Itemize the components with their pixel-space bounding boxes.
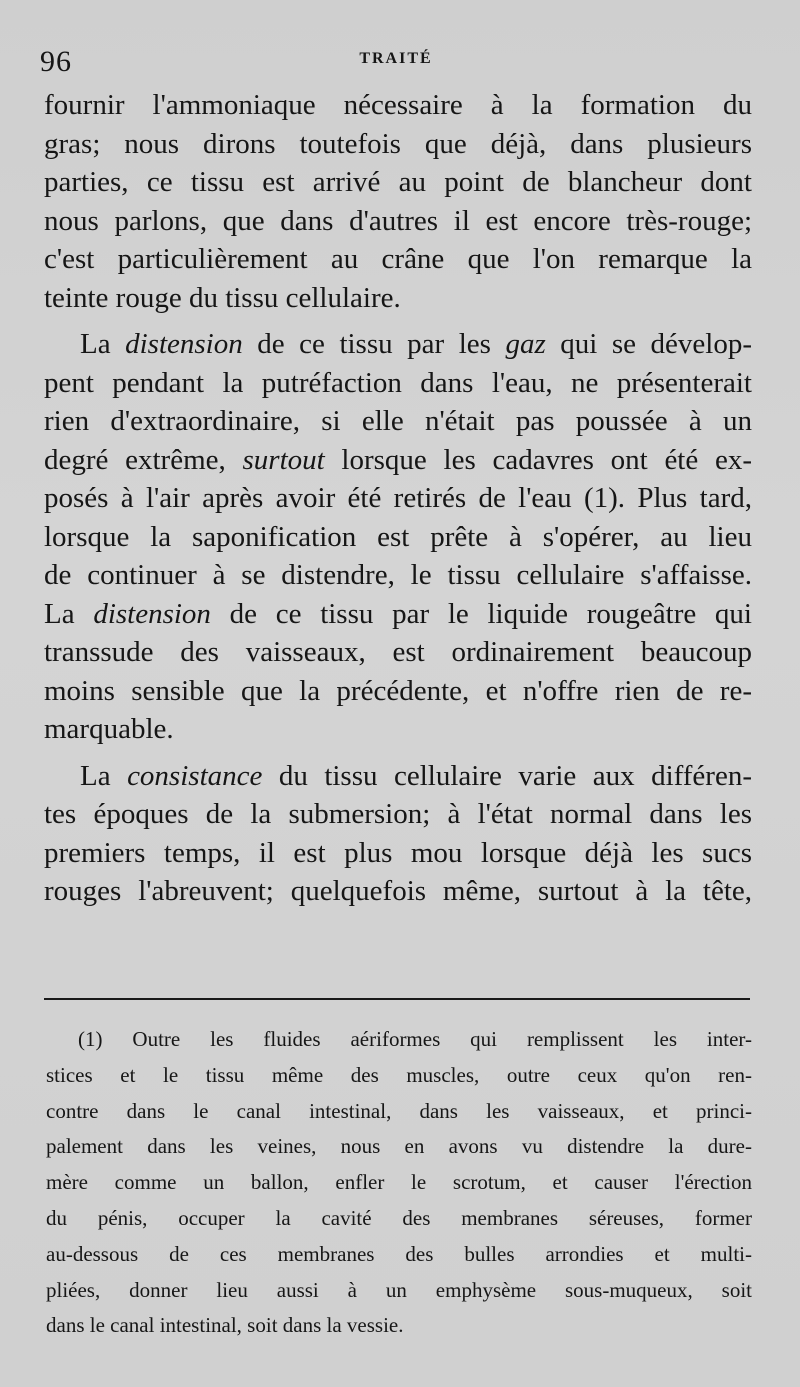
text-line <box>44 325 752 364</box>
footnote-line: au-dessous de ces membranes des bulles arrondies et multi- <box>46 1241 752 1266</box>
italic-term: consistance <box>127 759 263 792</box>
text-line <box>44 441 752 480</box>
page-header <box>40 44 752 84</box>
text-line: fournir l'ammoniaque nécessaire à la formation du <box>44 89 752 121</box>
text-line: parties, ce tissu est arrivé au point de blancheur dont <box>44 166 752 198</box>
text-segment: de ce tissu par le liquide rougeâtre qui <box>210 597 752 630</box>
text-line: gras; nous dirons toutefois que déjà, dans plusieurs <box>44 127 752 160</box>
text-line: posés à l'air après avoir été retirés de l'eau (1). Plus tard, <box>44 482 752 514</box>
main-text <box>44 86 752 911</box>
footnote-line: palement dans les veines, nous en avons vu distendre la dure- <box>46 1134 752 1159</box>
text-segment: de ce tissu par les <box>242 328 506 360</box>
text-segment: degré extrême, <box>44 443 243 476</box>
paragraph-2 <box>44 325 752 749</box>
text-line: teinte rouge du tissu cellulaire. <box>44 281 401 314</box>
text-segment: La <box>80 328 126 360</box>
footnote-line: du pénis, occuper la cavité des membranes séreuses, former <box>46 1205 752 1230</box>
italic-term: surtout <box>242 443 325 476</box>
footnote-line: dans le canal intestinal, soit dans la vessie. <box>46 1313 404 1338</box>
text-segment: qui se dévelop- <box>545 328 753 360</box>
text-line: premiers temps, il est plus mou lorsque déjà les sucs <box>44 836 752 869</box>
italic-term: distension <box>93 597 211 630</box>
text-line: lorsque la saponification est prête à s'opérer, au lieu <box>44 520 752 553</box>
text-line: de continuer à se distendre, le tissu cellulaire s'affaisse. <box>44 559 752 591</box>
paragraph-3 <box>44 757 752 911</box>
footnote-divider <box>44 998 750 1000</box>
footnote <box>46 1022 752 1344</box>
footnote-line: mère comme un ballon, enfler le scrotum, et causer l'érection <box>46 1170 752 1195</box>
text-line: transsude des vaisseaux, est ordinairement beaucoup <box>44 636 752 668</box>
footnote-line: stices et le tissu même des muscles, outre ceux qu'on ren- <box>46 1062 752 1087</box>
text-line: moins sensible que la précédente, et n'offre rien de re- <box>44 674 752 707</box>
text-segment: du tissu cellulaire varie aux différen- <box>262 759 752 792</box>
text-line: nous parlons, que dans d'autres il est encore très-rouge; <box>44 204 752 237</box>
paragraph-1 <box>44 86 752 317</box>
text-line: marquable. <box>44 713 174 745</box>
text-line: pent pendant la putréfaction dans l'eau, ne présenterait <box>44 366 752 399</box>
italic-term: gaz <box>505 328 546 360</box>
text-line: rien d'extraordinaire, si elle n'était pas poussée à un <box>44 405 752 437</box>
text-segment: lorsque les cadavres ont été ex- <box>324 443 752 476</box>
footnote-line: pliées, donner lieu aussi à un emphysème sous-muqueux, soit <box>46 1277 752 1302</box>
text-segment: La <box>44 597 94 630</box>
text-line: rouges l'abreuvent; quelquefois même, surtout à la tête, <box>44 875 752 907</box>
page-number: 96 <box>40 45 72 78</box>
text-line <box>44 757 752 796</box>
footnote-line: (1) Outre les fluides aériformes qui remplissent les inter- <box>78 1027 752 1051</box>
text-line <box>44 595 752 634</box>
footnote-line: contre dans le canal intestinal, dans les vaisseaux, et princi- <box>46 1098 752 1123</box>
text-line: tes époques de la submersion; à l'état normal dans les <box>44 798 752 830</box>
text-segment: La <box>80 759 128 792</box>
text-line: c'est particulièrement au crâne que l'on remarque la <box>44 243 752 275</box>
running-title: TRAITÉ <box>359 50 433 67</box>
italic-term: distension <box>125 328 243 360</box>
